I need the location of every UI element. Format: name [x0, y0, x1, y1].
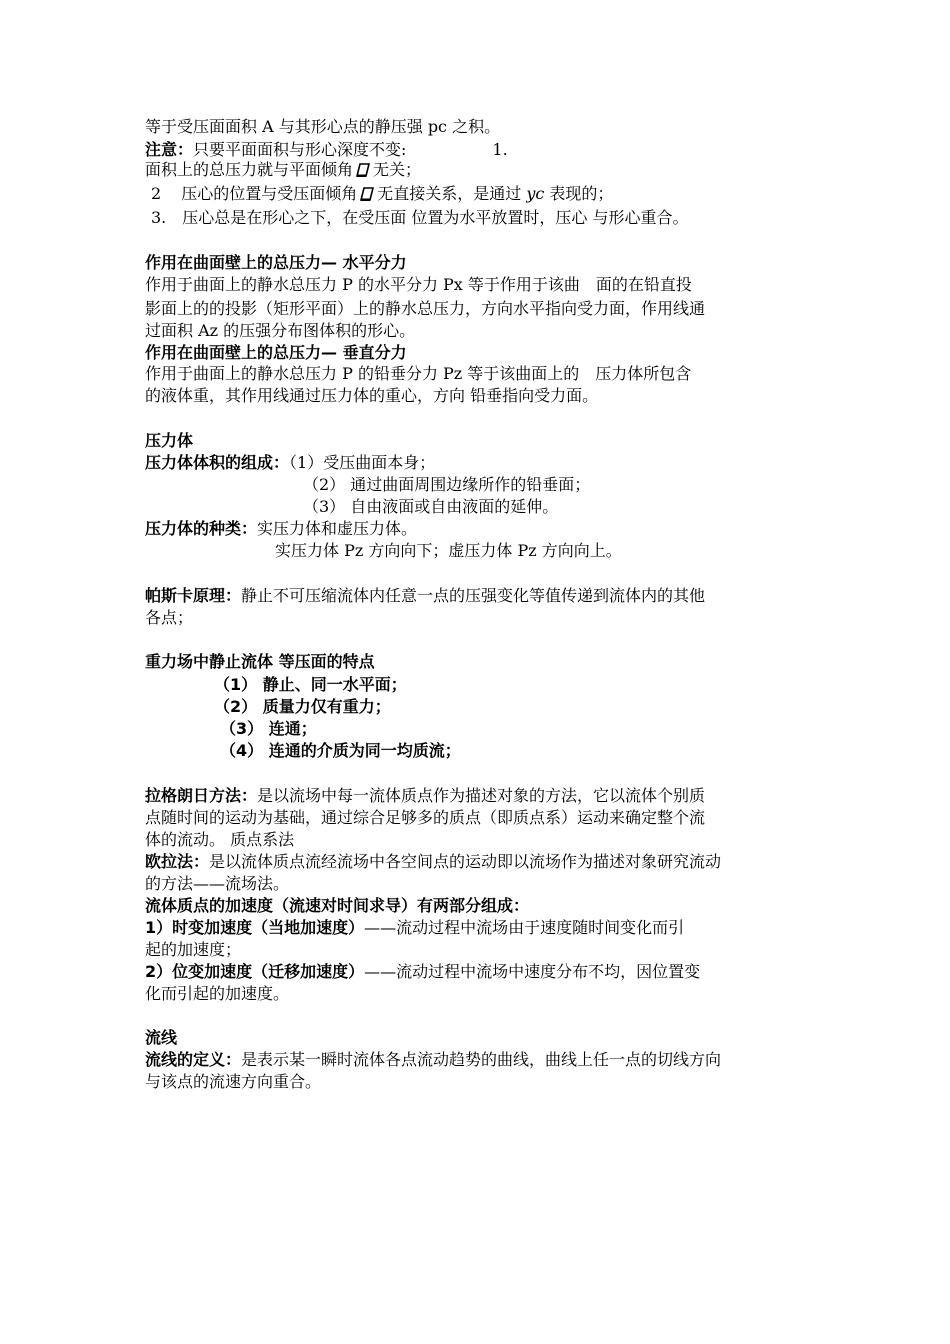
text-line: 起的加速度； [145, 940, 242, 959]
list-item: （3） 连通； [220, 719, 317, 738]
text: 无直接关系，是通过 [377, 184, 522, 203]
text: 面积上的总压力就与平面倾角 [145, 160, 354, 179]
label: 拉格朗日方法： [145, 786, 258, 805]
text-line: 各点； [145, 608, 194, 627]
list-number: 1. [492, 140, 508, 159]
label: 帕斯卡原理： [145, 586, 242, 605]
text-line: 作用于曲面上的静水总压力 P 的水平分力 Px 等于作用于该曲 面的在铅直投 [145, 275, 692, 294]
label: 压力体体积的组成： [145, 453, 290, 472]
text: 只要平面面积与形心深度不变: [193, 140, 407, 159]
text-line [145, 586, 705, 606]
section-heading: 流线 [145, 1028, 178, 1047]
label: 欧拉法： [145, 852, 210, 871]
text-line: 作用于曲面上的静水总压力 P 的铅垂分力 Pz 等于该曲面上的 压力体所包含 [145, 364, 692, 383]
text-line [145, 140, 508, 160]
label: 2）位变加速度（迁移加速度） [145, 962, 365, 981]
theta-symbol-icon [360, 186, 374, 200]
list-item: （3） 自由液面或自由液面的延伸。 [303, 497, 559, 516]
text: 压心总是在形心之下，在受压面 位置为水平放置时，压心 与形心重合。 [182, 208, 689, 227]
section-heading: 重力场中静止流体 等压面的特点 [145, 652, 375, 671]
text-line: 实压力体 Pz 方向向下；虚压力体 Pz 方向向上。 [275, 541, 622, 560]
text-line [145, 160, 421, 180]
text: 表现的； [549, 184, 614, 203]
text-line: 点随时间的运动为基础，通过综合足够多的质点（即质点系）运动来确定整个流 [145, 808, 706, 827]
text-line [145, 117, 500, 137]
text-line: 影面上的的投影（矩形平面）上的静水总压力，方向水平指向受力面，作用线通 [145, 299, 706, 318]
note-label: 注意： [145, 140, 194, 159]
text-line: 的液体重，其作用线通过压力体的重心，方向 铅垂指向受力面。 [145, 386, 599, 405]
text-line [145, 1050, 721, 1070]
section-heading: 作用在曲面壁上的总压力— 垂直分力 [145, 343, 407, 362]
list-item: （2） 质量力仅有重力； [214, 697, 391, 716]
text: 无关； [373, 160, 422, 179]
text: 是以流体质点流经流场中各空间点的运动即以流场作为描述对象研究流动 [209, 852, 722, 871]
text: ——流动过程中流场由于速度随时间变化而引 [364, 918, 685, 937]
text: 是以流场中每一流体质点作为描述对象的方法，它以流体个别质 [257, 786, 706, 805]
text: 压心的位置与受压面倾角 [181, 184, 358, 203]
text-line: 的方法——流场法。 [145, 874, 290, 893]
list-item: （1） 静止、同一水平面； [214, 675, 407, 694]
theta-symbol-icon [356, 162, 370, 176]
section-heading: 流体质点的加速度（流速对时间求导）有两部分组成： [145, 896, 530, 915]
text-line [145, 962, 700, 982]
text-line: 化而引起的加速度。 [145, 984, 290, 1003]
text-line [145, 852, 721, 872]
list-item: （4） 连通的介质为同一均质流； [220, 741, 461, 760]
list-number: 3. [151, 208, 167, 227]
section-heading: 作用在曲面壁上的总压力— 水平分力 [145, 253, 407, 272]
text: 静止不可压缩流体内任意一点的压强变化等值传递到流体内的其他 [241, 586, 706, 605]
text-line: 过面积 Az 的压强分布图体积的形心。 [145, 321, 416, 340]
variable: yc [526, 184, 545, 203]
list-item: （1）受压曲面本身； [289, 453, 436, 472]
list-item: （2） 通过曲面周围边缘所作的铅垂面； [303, 475, 591, 494]
text: 实压力体和虚压力体。 [257, 519, 418, 538]
text-line [145, 918, 684, 938]
text-line [151, 208, 688, 228]
label: 压力体的种类： [145, 519, 258, 538]
text-line [151, 184, 613, 204]
text-line: 与该点的流速方向重合。 [145, 1072, 322, 1091]
label: 流线的定义： [145, 1050, 242, 1069]
label: 1）时变加速度（当地加速度） [145, 918, 365, 937]
text-line [145, 453, 435, 473]
text-line [145, 786, 705, 806]
text: ——流动过程中流场中速度分布不均，因位置变 [364, 962, 701, 981]
list-number: 2 [151, 184, 162, 203]
text: 是表示某一瞬时流体各点流动趋势的曲线，曲线上任一点的切线方向 [241, 1050, 722, 1069]
text-line: 体的流动。 质点系法 [145, 830, 295, 849]
text: 等于受压面面积 A 与其形心点的静压强 pc 之积。 [145, 117, 501, 136]
text-line [145, 519, 417, 539]
section-heading: 压力体 [145, 431, 194, 450]
